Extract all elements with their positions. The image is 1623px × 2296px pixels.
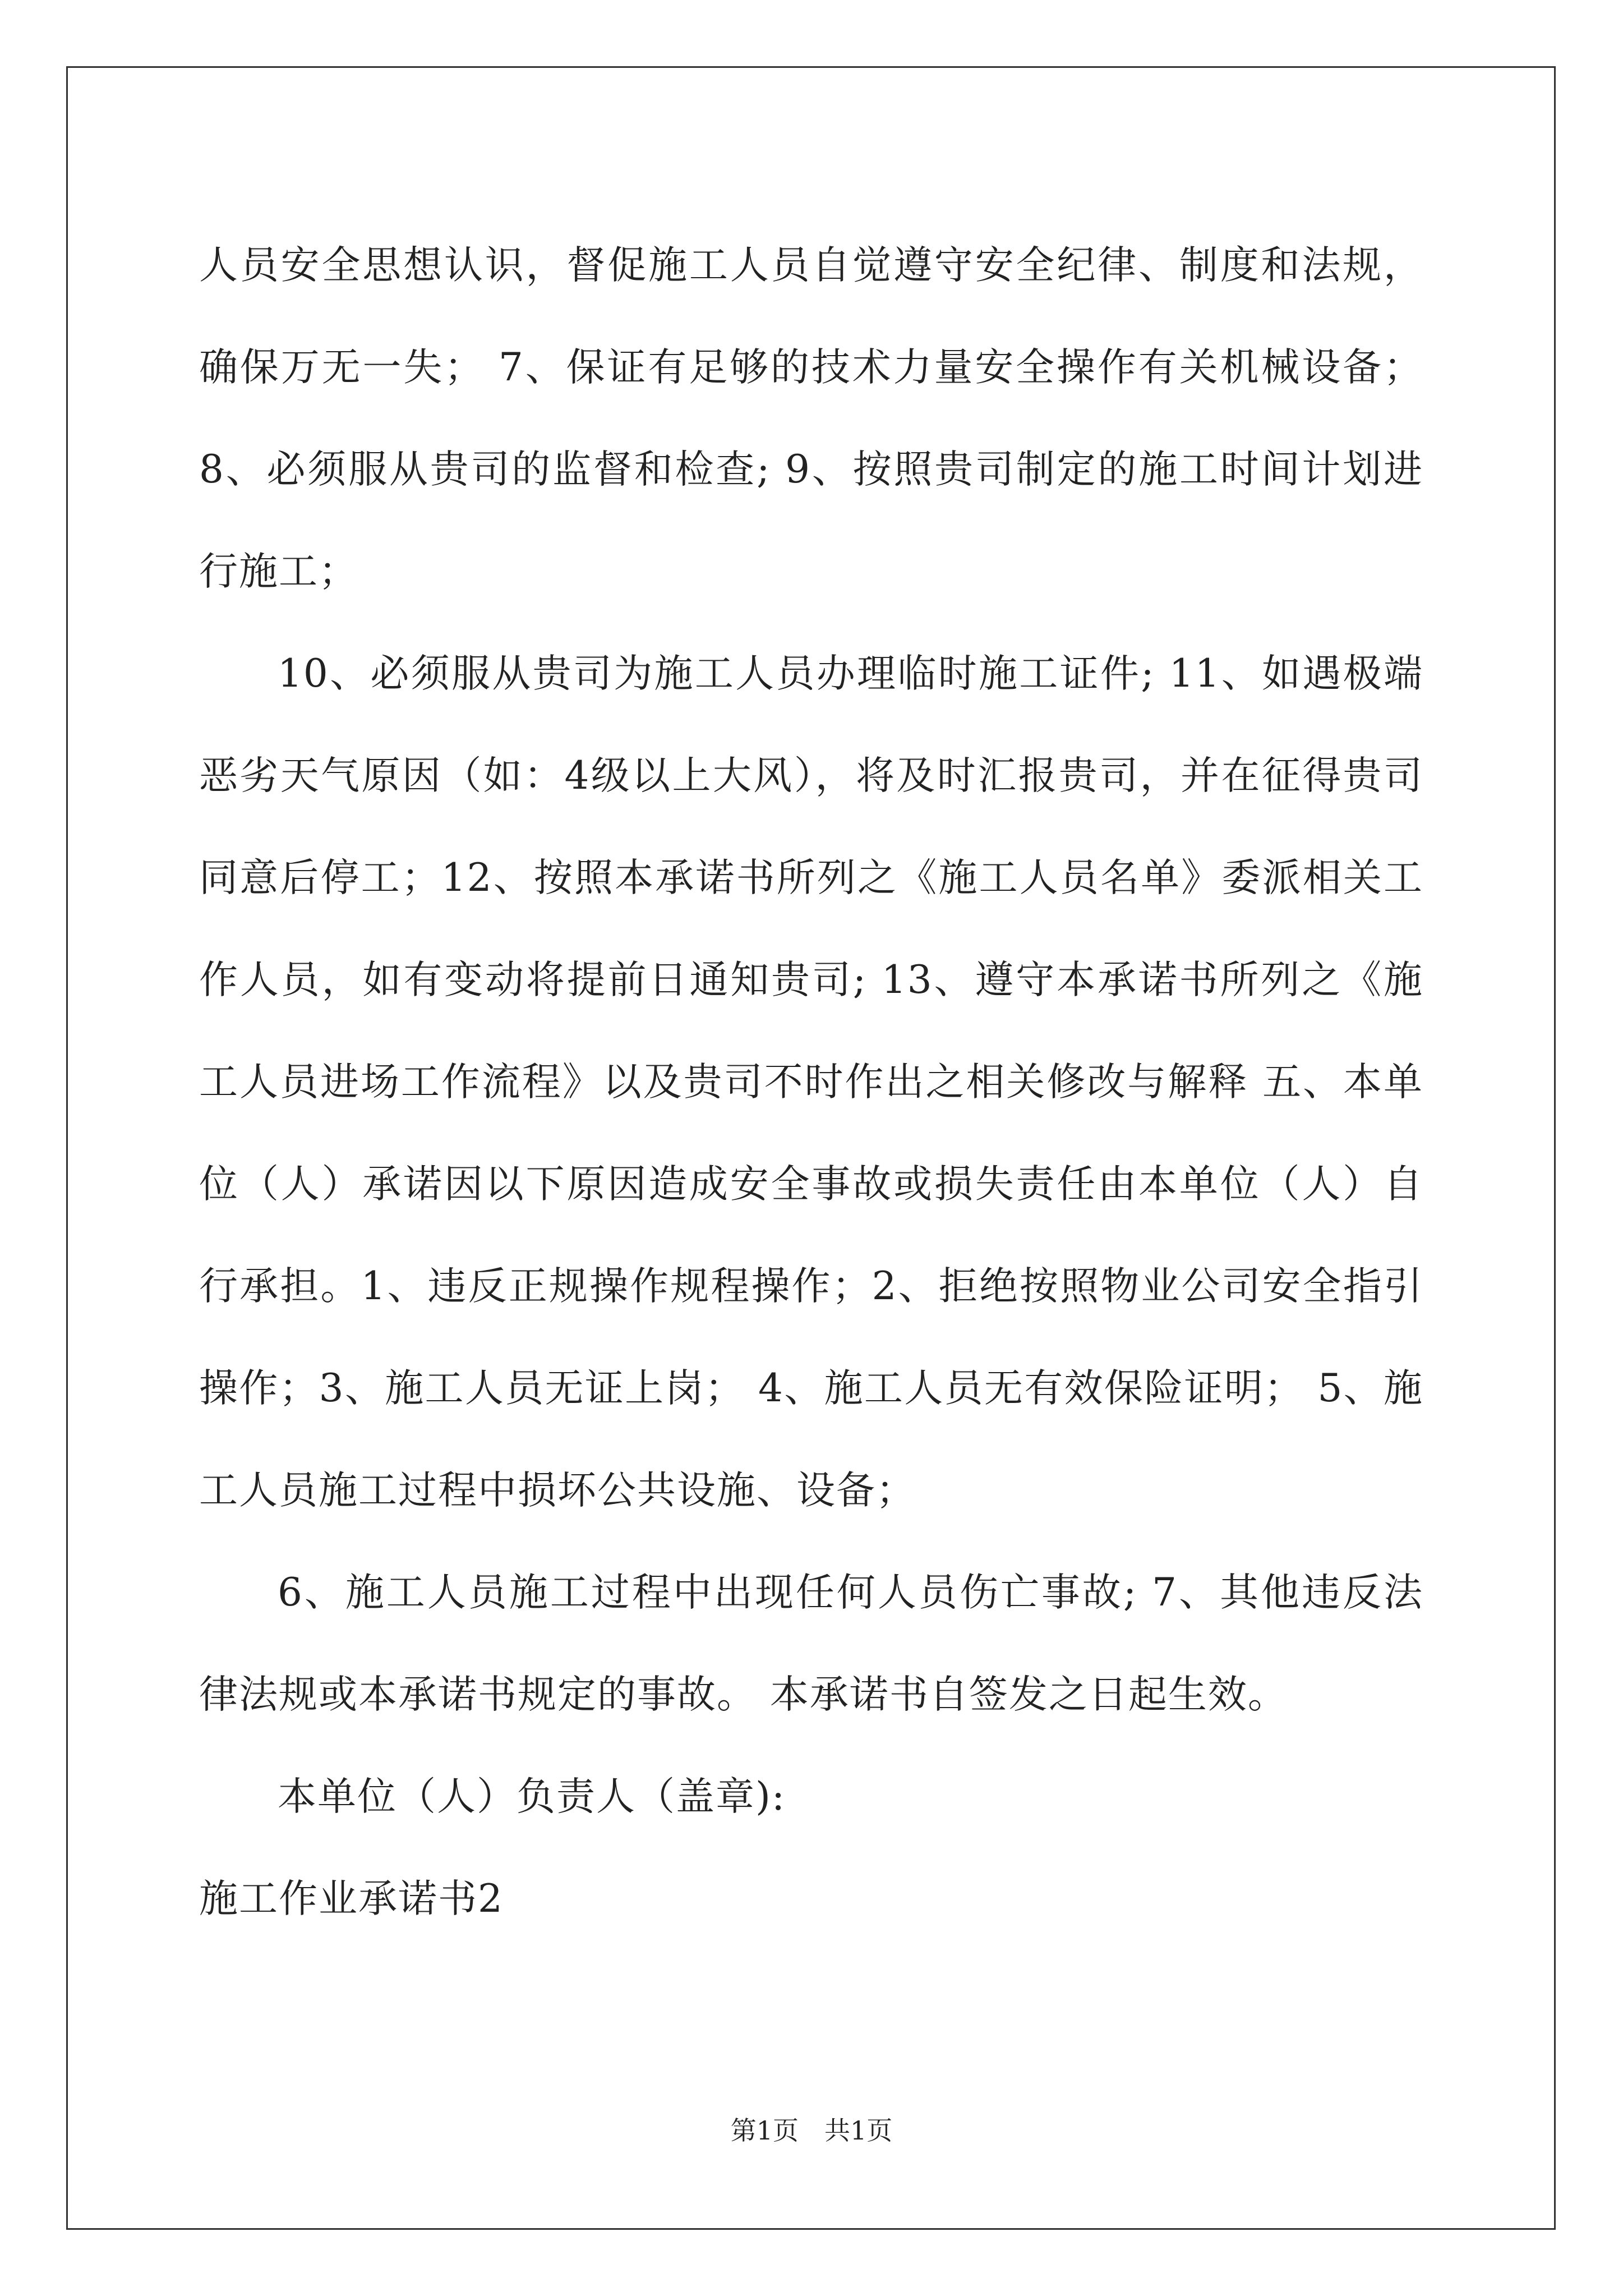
page-number: 第1页 共1页 [730,2115,893,2146]
document-body [199,214,1423,1950]
paragraph-signature: 本单位（人）负责人（盖章): [278,1774,786,1819]
paragraph-liability-end: 6、施工人员施工过程中出现任何人员伤亡事故; 7、其他违反法律法规或本承诺书规定的事故。 本承诺书自签发之日起生效。 [199,1570,1423,1717]
section-heading: 施工作业承诺书2 [199,1876,504,1921]
paragraph-obligations: 10、必须服从贵司为施工人员办理临时施工证件; 11、如遇极端恶劣天气原因（如：4级以上大风），将及时汇报贵司，并在征得贵司同意后停工；12、按照本承诺书所列之《施工人员名单》委派相关工作人员，如有变动将提前日通知贵司; 13、遵守本承诺书所列之《施工人员进场工作流程》以及贵司不时作出之相关修改与解释 五、本单位（人）承诺因以下原因造成安全事故或损失责任由本单位（人）自行承担。1、违反正规操作规程操作；2、拒绝按照物业公司安全指引操作；3、施工人员无证上岗； 4、施工人员无有效保险证明； 5、施工人员施工过程中损坏公共设施、设备； [199,651,1423,1513]
paragraph-continued: 人员安全思想认识，督促施工人员自觉遵守安全纪律、制度和法规，确保万无一失； 7、保证有足够的技术力量安全操作有关机械设备；8、必须服从贵司的监督和检查; 9、按照贵司制定的施工时间计划进行施工； [199,243,1423,594]
page-footer [0,2114,1623,2147]
